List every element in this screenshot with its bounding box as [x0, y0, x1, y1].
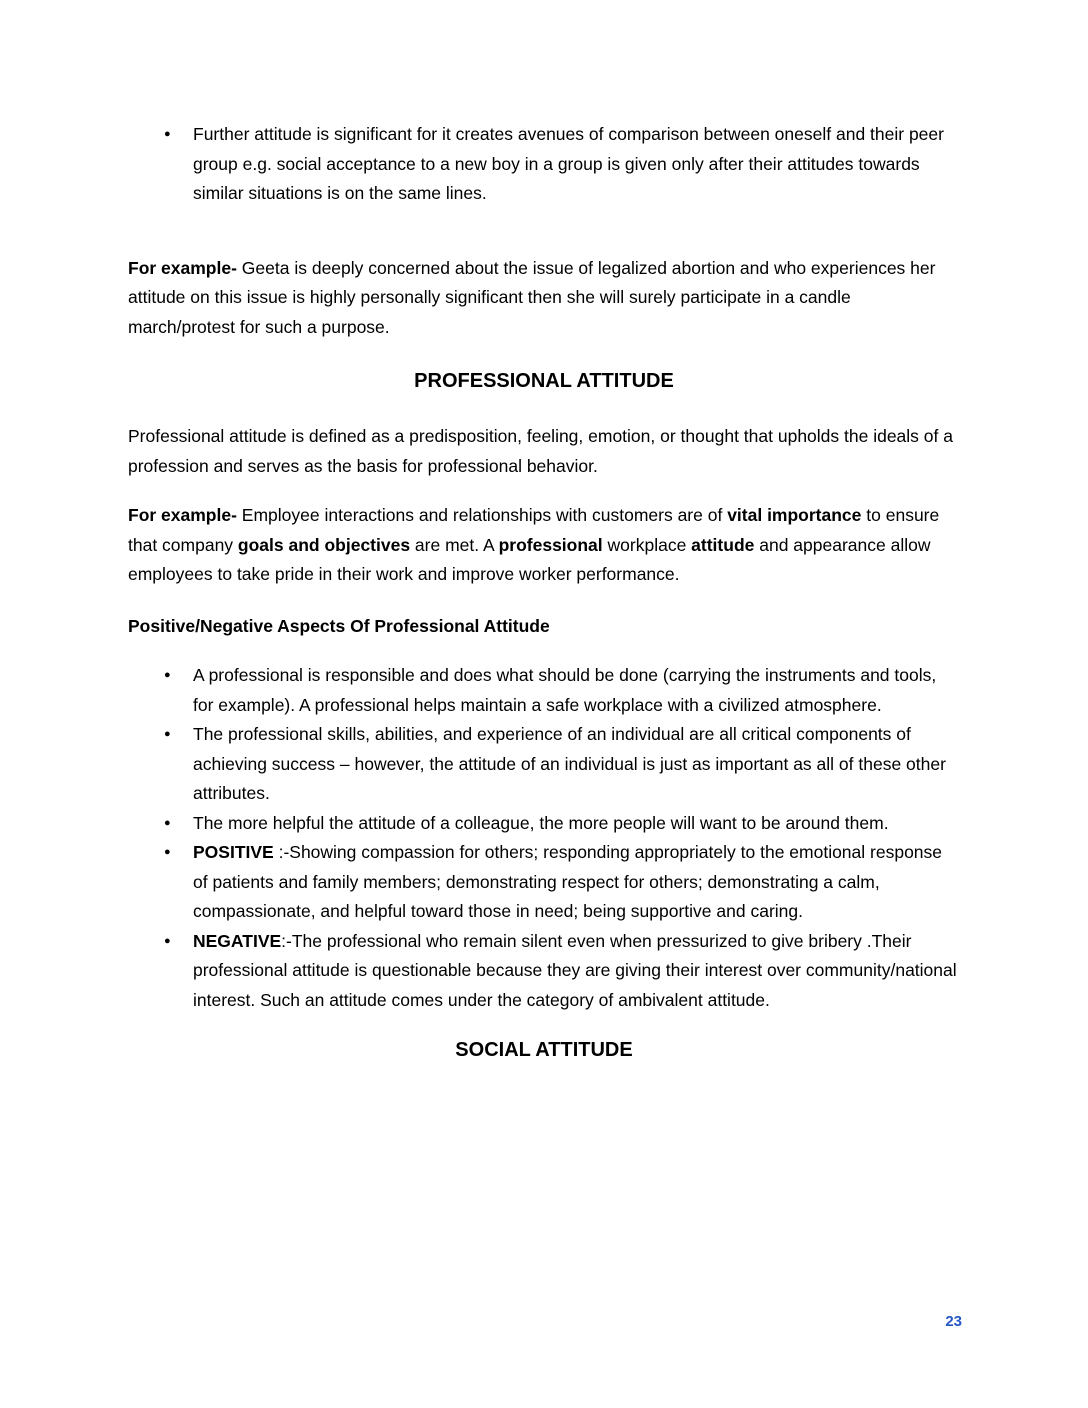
section-heading-professional-attitude: PROFESSIONAL ATTITUDE — [414, 370, 674, 392]
list-item-text: NEGATIVE:-The professional who remain silent even when pressurized to give bribery .Their professional attitude is questionable because they are giving their interest over community/national interest. Such an attitude comes under the category of ambivalent attitude. — [193, 930, 957, 1010]
definition-paragraph: Professional attitude is defined as a predisposition, feeling, emotion, or thought that upholds the ideals of a profession and serves as the basis for professional behavior. — [128, 426, 953, 476]
example-paragraph-geeta: For example- Geeta is deeply concerned about the issue of legalized abortion and who experiences her attitude on this issue is highly personally significant then she will surely participate in a candle march/protest for such a purpose. — [128, 257, 936, 337]
intro-bullet-list — [128, 120, 960, 209]
list-item-text: The professional skills, abilities, and experience of an individual are all critical components of achieving success – however, the attitude of an individual is just as important as all of these other attributes. — [193, 724, 946, 803]
aspects-bullet-list — [128, 661, 960, 1015]
list-item — [128, 838, 960, 927]
list-item — [128, 720, 960, 809]
list-item-text: The more helpful the attitude of a colleague, the more people will want to be around them. — [193, 812, 889, 833]
list-item — [128, 809, 960, 839]
page-number: 23 — [945, 1313, 962, 1330]
section-heading-social-attitude: SOCIAL ATTITUDE — [455, 1039, 633, 1061]
list-item — [128, 120, 960, 209]
list-item — [128, 927, 960, 1016]
subheading-positive-negative-aspects: Positive/Negative Aspects Of Professional Attitude — [128, 615, 550, 636]
list-item-text: A professional is responsible and does what should be done (carrying the instruments and tools, for example). A professional helps maintain a safe workplace with a civilized atmosphere. — [193, 665, 937, 715]
list-item — [128, 661, 960, 720]
example-paragraph-employee: For example- Employee interactions and relationships with customers are of vital importance to ensure that company goals and objectives are met. A professional workplace attitude and appearance allow employees to take pride in their work and improve worker performance. — [128, 505, 940, 584]
list-item-text: Further attitude is significant for it creates avenues of comparison between oneself and their peer group e.g. social acceptance to a new boy in a group is given only after their attitudes towards similar situations is on the same lines. — [193, 124, 944, 203]
list-item-text: POSITIVE :-Showing compassion for others; responding appropriately to the emotional response of patients and family members; demonstrating respect for others; demonstrating a calm, compassionate, and helpful toward those in need; being supportive and caring. — [193, 842, 943, 921]
